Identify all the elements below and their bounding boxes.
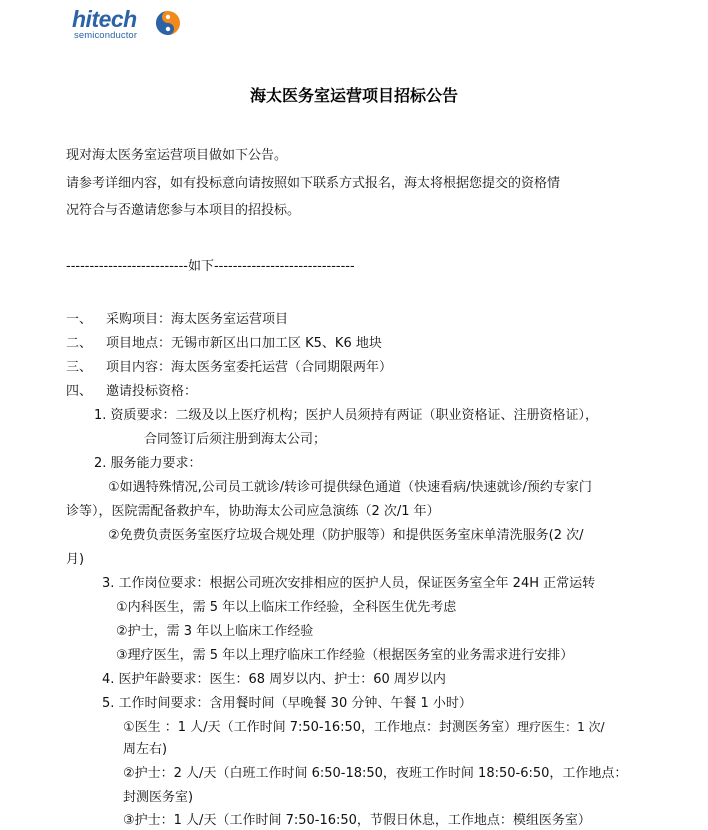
item-5-sub-3: ③护士：1 人/天（工作时间 7:50-16:50，节假日休息，工作地点：模组医务室） — [123, 813, 591, 828]
logo-swirl-icon — [155, 10, 181, 36]
intro-line-2: 请参考详细内容，如有投标意向请按照如下联系方式报名，海太将根据您提交的资格情 — [66, 176, 561, 191]
section-text: 项目内容：海太医务室委托运营（合同期限两年） — [106, 360, 393, 375]
physio-schedule: 理疗医生：1 次/ — [517, 720, 605, 734]
section-text: 邀请投标资格： — [106, 384, 198, 399]
item-2-sub-1-line-2: 诊等），医院需配备救护车，协助海太公司应急演练（2 次/1 年） — [66, 504, 440, 519]
item-1-line-2: 合同签订后须注册到海太公司； — [144, 432, 327, 447]
section-2 — [66, 335, 382, 352]
item-5-sub-1-line-1 — [123, 719, 605, 736]
item-3-sub-1: ①内科医生，需 5 年以上临床工作经验，全科医生优先考虑 — [116, 600, 457, 615]
item-3: 3. 工作岗位要求：根据公司班次安排相应的医护人员，保证医务室全年 24H 正常运转 — [102, 576, 596, 591]
item-3-sub-3: ③理疗医生，需 5 年以上理疗临床工作经验（根据医务室的业务需求进行安排） — [116, 648, 574, 663]
item-4: 4. 医护年龄要求：医生：68 周岁以内、护士：60 周岁以内 — [102, 672, 446, 687]
divider-line: --------------------------如下------------------------------ — [66, 259, 355, 274]
item-5-sub-2-line-1: ②护士：2 人/天（白班工作时间 6:50-18:50，夜班工作时间 18:50-6:50，工作地点： — [123, 766, 628, 781]
section-1 — [66, 311, 288, 328]
page-title: 海太医务室运营项目招标公告 — [249, 86, 458, 105]
item-5-sub-1-line-2: 周左右) — [123, 742, 168, 757]
item-5-sub-2-line-2: 封测医务室) — [123, 790, 194, 805]
hitech-logo — [72, 6, 187, 42]
section-number: 二、 — [66, 336, 93, 351]
item-2-sub-1-line-1: ①如遇特殊情况,公司员工就诊/转诊可提供绿色通道（快速看病/快速就诊/预约专家门 — [108, 480, 592, 495]
logo-wordmark: hitech — [72, 6, 137, 32]
doctor-schedule: ①医生 ：1 人/天（工作时间 7:50-16:50，工作地点：封测医务室） — [123, 720, 518, 735]
item-2: 2. 服务能力要求： — [94, 456, 202, 471]
section-text: 项目地点：无锡市新区出口加工区 K5、K6 地块 — [106, 336, 382, 351]
section-number: 一、 — [66, 312, 93, 327]
item-3-sub-2: ②护士，需 3 年以上临床工作经验 — [116, 624, 314, 639]
section-3 — [66, 359, 392, 376]
intro-line-3: 况符合与否邀请您参与本项目的招投标。 — [66, 203, 301, 218]
item-2-sub-2-line-2: 月) — [66, 552, 85, 567]
section-number: 三、 — [66, 360, 93, 375]
item-1-line-1: 1. 资质要求：二级及以上医疗机构；医护人员须持有两证（职业资格证、注册资格证）， — [94, 408, 599, 423]
section-4 — [66, 383, 197, 400]
intro-line-1: 现对海太医务室运营项目做如下公告。 — [66, 148, 288, 163]
item-5: 5. 工作时间要求：含用餐时间（早晚餐 30 分钟、午餐 1 小时） — [102, 696, 472, 711]
section-text: 采购项目：海太医务室运营项目 — [106, 312, 289, 327]
logo-subtitle: semiconductor — [74, 30, 138, 41]
item-2-sub-2-line-1: ②免费负责医务室医疗垃圾合规处理（防护服等）和提供医务室床单清洗服务(2 次/ — [108, 528, 584, 543]
section-number: 四、 — [66, 384, 93, 399]
